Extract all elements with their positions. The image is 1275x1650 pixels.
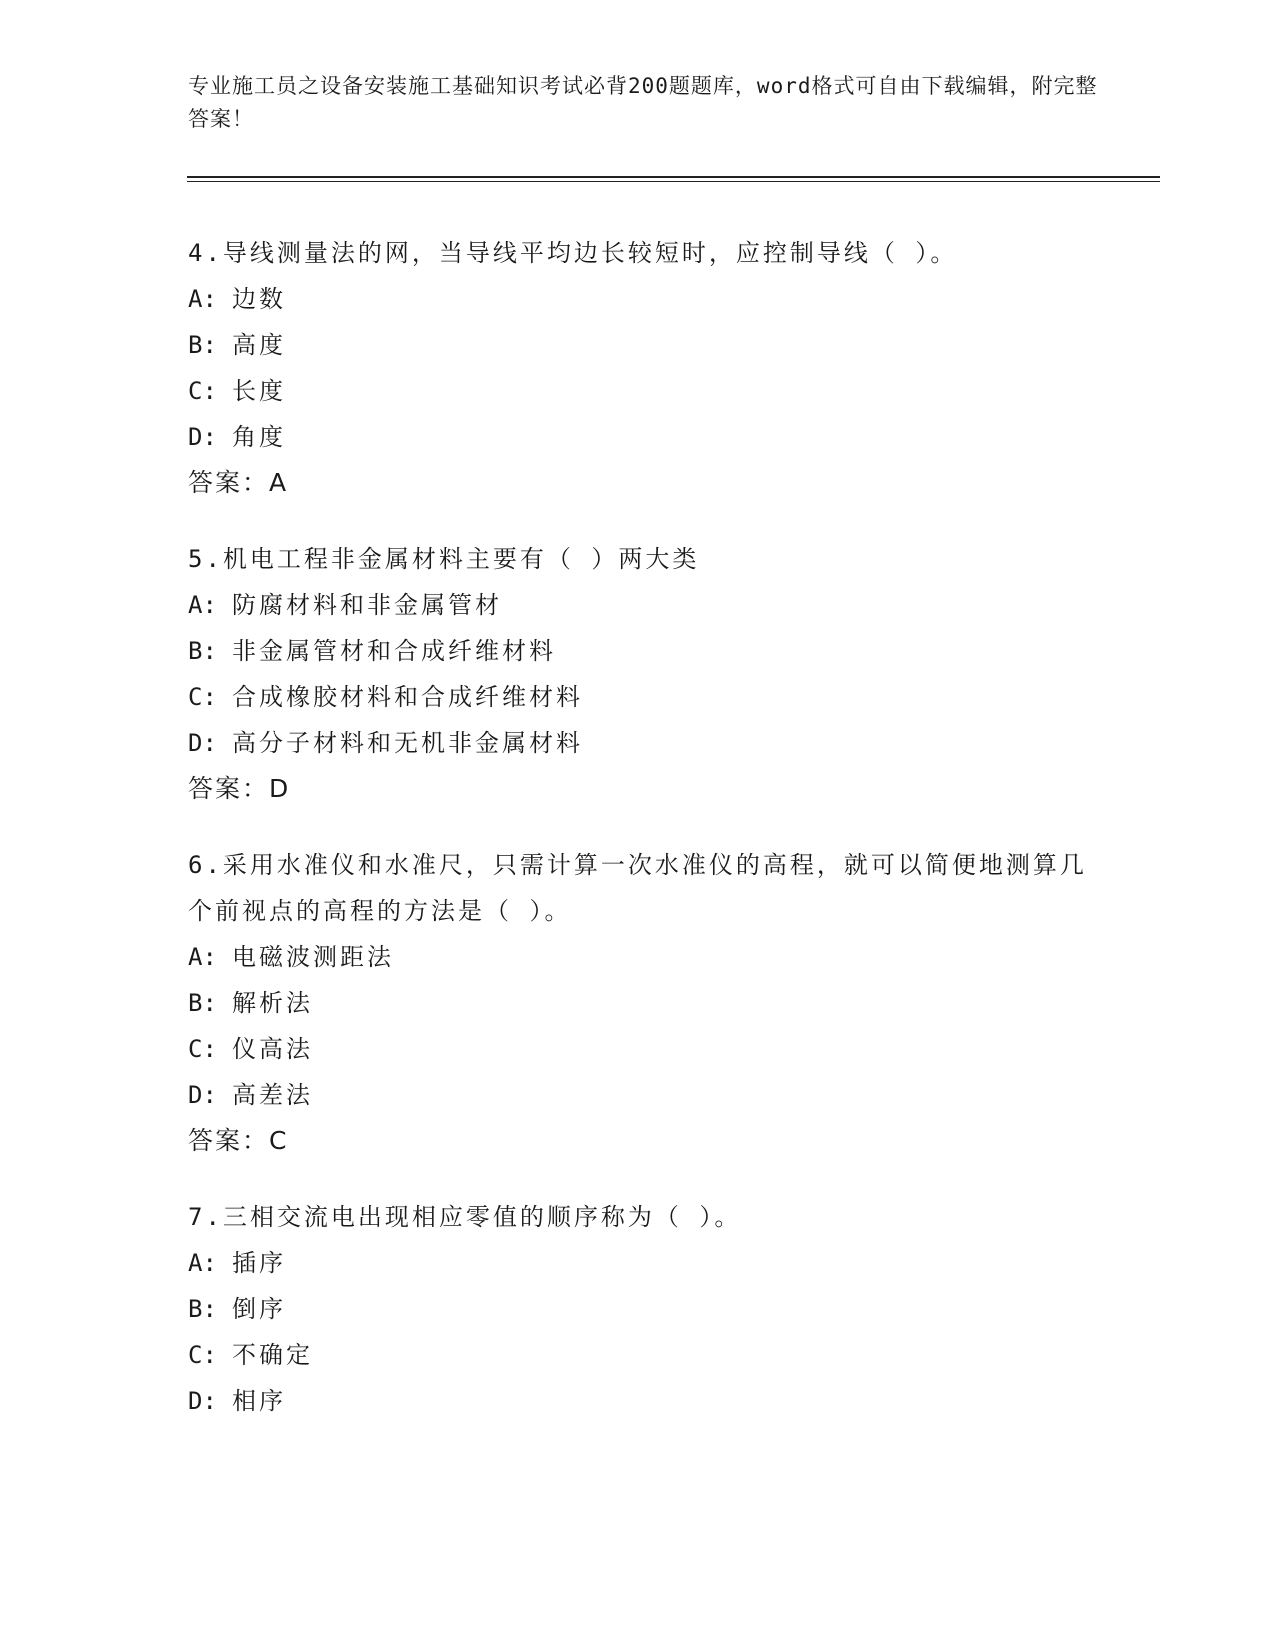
- option-key: D:: [188, 423, 217, 451]
- option-text: 电磁波测距法: [232, 943, 394, 971]
- option-key: C:: [188, 683, 217, 711]
- option-key: C:: [188, 377, 217, 405]
- option-key: D:: [188, 729, 217, 757]
- option-key: A:: [188, 591, 217, 619]
- question-4: [188, 230, 1088, 506]
- option-key: C:: [188, 1035, 217, 1063]
- option-key: A:: [188, 285, 217, 313]
- option-text: 非金属管材和合成纤维材料: [232, 637, 556, 665]
- option-a: [188, 1240, 1088, 1286]
- option-text: 高度: [232, 331, 286, 359]
- option-c: [188, 368, 1088, 414]
- option-text: 边数: [232, 285, 286, 313]
- option-key: D:: [188, 1387, 217, 1415]
- option-text: 高分子材料和无机非金属材料: [232, 729, 583, 757]
- option-text: 不确定: [232, 1341, 313, 1369]
- answer-line: 答案：D: [188, 774, 291, 803]
- option-b: [188, 980, 1088, 1026]
- option-b: [188, 322, 1088, 368]
- option-a: [188, 276, 1088, 322]
- question-text: 4.导线测量法的网，当导线平均边长较短时，应控制导线（ ）。: [188, 239, 958, 267]
- option-key: B:: [188, 637, 217, 665]
- option-key: B:: [188, 989, 217, 1017]
- question-text: 6.采用水准仪和水准尺，只需计算一次水准仪的高程，就可以简便地测算几个前视点的高程的方法是（ ）。: [188, 851, 1087, 925]
- option-b: [188, 628, 1088, 674]
- option-text: 防腐材料和非金属管材: [232, 591, 502, 619]
- option-text: 高差法: [232, 1081, 313, 1109]
- answer-line: 答案：A: [188, 468, 289, 497]
- option-text: 合成橡胶材料和合成纤维材料: [232, 683, 583, 711]
- answer-line: 答案：C: [188, 1126, 289, 1155]
- option-text: 仪高法: [232, 1035, 313, 1063]
- option-d: [188, 1072, 1088, 1118]
- option-key: B:: [188, 1295, 217, 1323]
- option-a: [188, 934, 1088, 980]
- option-key: A:: [188, 1249, 217, 1277]
- document-header: 专业施工员之设备安装施工基础知识考试必背200题题库，word格式可自由下载编辑，附完整答案！: [188, 74, 1098, 131]
- option-key: A:: [188, 943, 217, 971]
- option-b: [188, 1286, 1088, 1332]
- option-text: 插序: [232, 1249, 286, 1277]
- question-text: 5.机电工程非金属材料主要有（ ）两大类: [188, 545, 700, 573]
- option-c: [188, 1026, 1088, 1072]
- option-text: 倒序: [232, 1295, 286, 1323]
- question-text: 7.三相交流电出现相应零值的顺序称为（ ）。: [188, 1203, 742, 1231]
- option-c: [188, 674, 1088, 720]
- question-6: [188, 842, 1088, 1164]
- option-key: B:: [188, 331, 217, 359]
- header-divider: [187, 176, 1160, 182]
- option-text: 角度: [232, 423, 286, 451]
- question-7: [188, 1194, 1088, 1424]
- option-text: 相序: [232, 1387, 286, 1415]
- option-key: D:: [188, 1081, 217, 1109]
- option-text: 解析法: [232, 989, 313, 1017]
- question-list: [188, 230, 1088, 1454]
- option-d: [188, 720, 1088, 766]
- option-text: 长度: [232, 377, 286, 405]
- option-key: C:: [188, 1341, 217, 1369]
- option-c: [188, 1332, 1088, 1378]
- option-a: [188, 582, 1088, 628]
- option-d: [188, 414, 1088, 460]
- option-d: [188, 1378, 1088, 1424]
- question-5: [188, 536, 1088, 812]
